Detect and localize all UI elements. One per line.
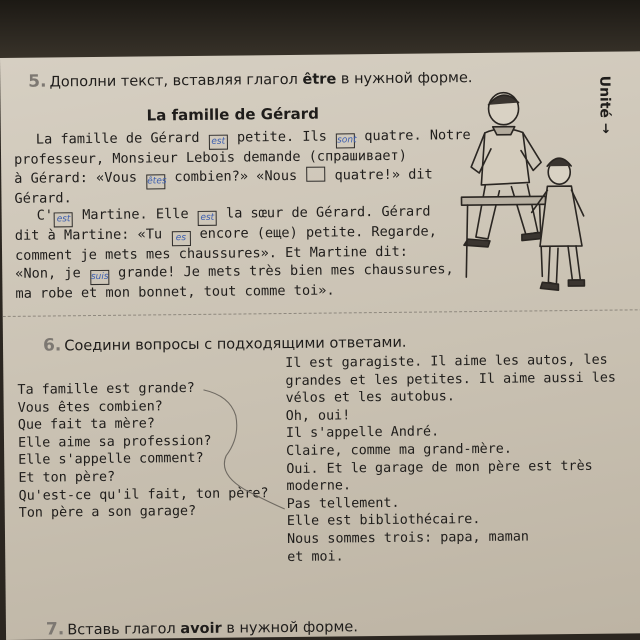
story-line: professeur, Monsieur Lebois demande (спрашивает) — [13, 147, 407, 168]
answer-box[interactable] — [306, 166, 325, 181]
story-line: comment je mets mes chaussures». Et Martine dit: — [14, 244, 408, 265]
story-line: La famille de Gérard est petite. Ils sont quatre. Notre — [14, 127, 434, 151]
answer-box[interactable]: êtes — [146, 174, 165, 189]
answer-item[interactable]: Nous sommes trois: papa, maman — [286, 529, 529, 547]
question-item[interactable]: Qu'est-ce qu'il fait, ton père? — [18, 485, 269, 504]
arrow-down-icon: → — [597, 122, 613, 134]
exercise-6-number: 6. — [42, 335, 62, 356]
exercise-7-number: 7. — [45, 619, 65, 640]
exercise-7-heading — [46, 616, 358, 639]
story-line: Gérard. — [14, 189, 72, 207]
answer-item[interactable]: Il est garagiste. Il aime les autos, les — [285, 352, 608, 372]
exercise-5-instruction-end: в нужной форме. — [336, 70, 473, 88]
answer-item[interactable]: Il s'appelle André. — [285, 424, 440, 442]
story-line: ma robe et mon bonnet, tout comme toi». — [15, 282, 335, 302]
answers-column — [285, 352, 618, 567]
unit-side-label — [590, 76, 613, 146]
pencil-connection-line — [199, 385, 290, 516]
unit-label-text: Unité — [596, 75, 613, 119]
question-item[interactable]: Que fait ta mère? — [17, 416, 155, 434]
answer-item[interactable]: et moi. — [287, 548, 344, 565]
answer-box[interactable]: suis — [90, 270, 109, 285]
answer-box[interactable]: es — [171, 231, 190, 246]
story-line: «Non, je suis grande! Je mets très bien mes chaussures, — [15, 262, 435, 286]
answer-item[interactable]: Pas tellement. — [286, 495, 400, 512]
answer-box[interactable]: est — [209, 135, 228, 150]
exercise-7-instruction-end: в нужной форме. — [221, 619, 359, 637]
question-item[interactable]: Ton père a son garage? — [18, 504, 197, 521]
answer-item[interactable]: vélos et les autobus. — [285, 389, 455, 407]
exercise-7-instruction: Вставь глагол — [67, 621, 181, 639]
answer-item[interactable]: Oui. Et le garage de mon père est très — [286, 458, 593, 477]
question-item[interactable]: Elle s'appelle comment? — [18, 451, 204, 469]
story-line: C' est Martine. Elle est la sœur de Gérard. Gérard — [15, 204, 435, 228]
answer-box[interactable]: est — [54, 213, 73, 228]
question-item[interactable]: Et ton père? — [18, 469, 116, 486]
answer-item[interactable]: moderne. — [286, 478, 352, 495]
story-line: dit à Martine: «Tu es encore (еще) petite. Regarde, — [15, 224, 435, 248]
exercise-6-instruction: Соедини вопросы с подходящими ответами. — [64, 334, 407, 355]
answer-item[interactable]: Oh, oui! — [285, 408, 351, 424]
question-item[interactable]: Ta famille est grande? — [17, 380, 195, 398]
answer-box[interactable]: est — [198, 211, 217, 226]
answer-item[interactable]: grandes et les petites. Il aime aussi les — [285, 370, 617, 389]
exercise-5-verb: être — [302, 71, 337, 88]
question-item[interactable]: Vous êtes combien? — [17, 398, 163, 416]
answer-item[interactable]: Claire, comme ma grand-mère. — [286, 441, 512, 459]
story-title: La famille de Gérard — [146, 104, 319, 125]
textbook-page — [0, 51, 640, 640]
boy-and-girl-illustration — [440, 86, 592, 298]
section-divider — [3, 309, 640, 317]
exercise-7-verb: avoir — [180, 620, 222, 638]
exercise-5-heading — [28, 67, 472, 92]
answer-box[interactable]: sont — [336, 133, 355, 148]
exercise-5-instruction: Дополни текст, вставляя глагол — [49, 71, 303, 91]
question-item[interactable]: Elle aime sa profession? — [17, 433, 212, 451]
story-line: à Gérard: «Vous êtes combien?» «Nous quatre!» dit — [14, 165, 434, 190]
story-text — [13, 127, 471, 303]
exercise-5-number: 5. — [28, 71, 47, 92]
exercise-6-heading — [43, 332, 407, 356]
answer-item[interactable]: Elle est bibliothécaire. — [286, 512, 481, 530]
